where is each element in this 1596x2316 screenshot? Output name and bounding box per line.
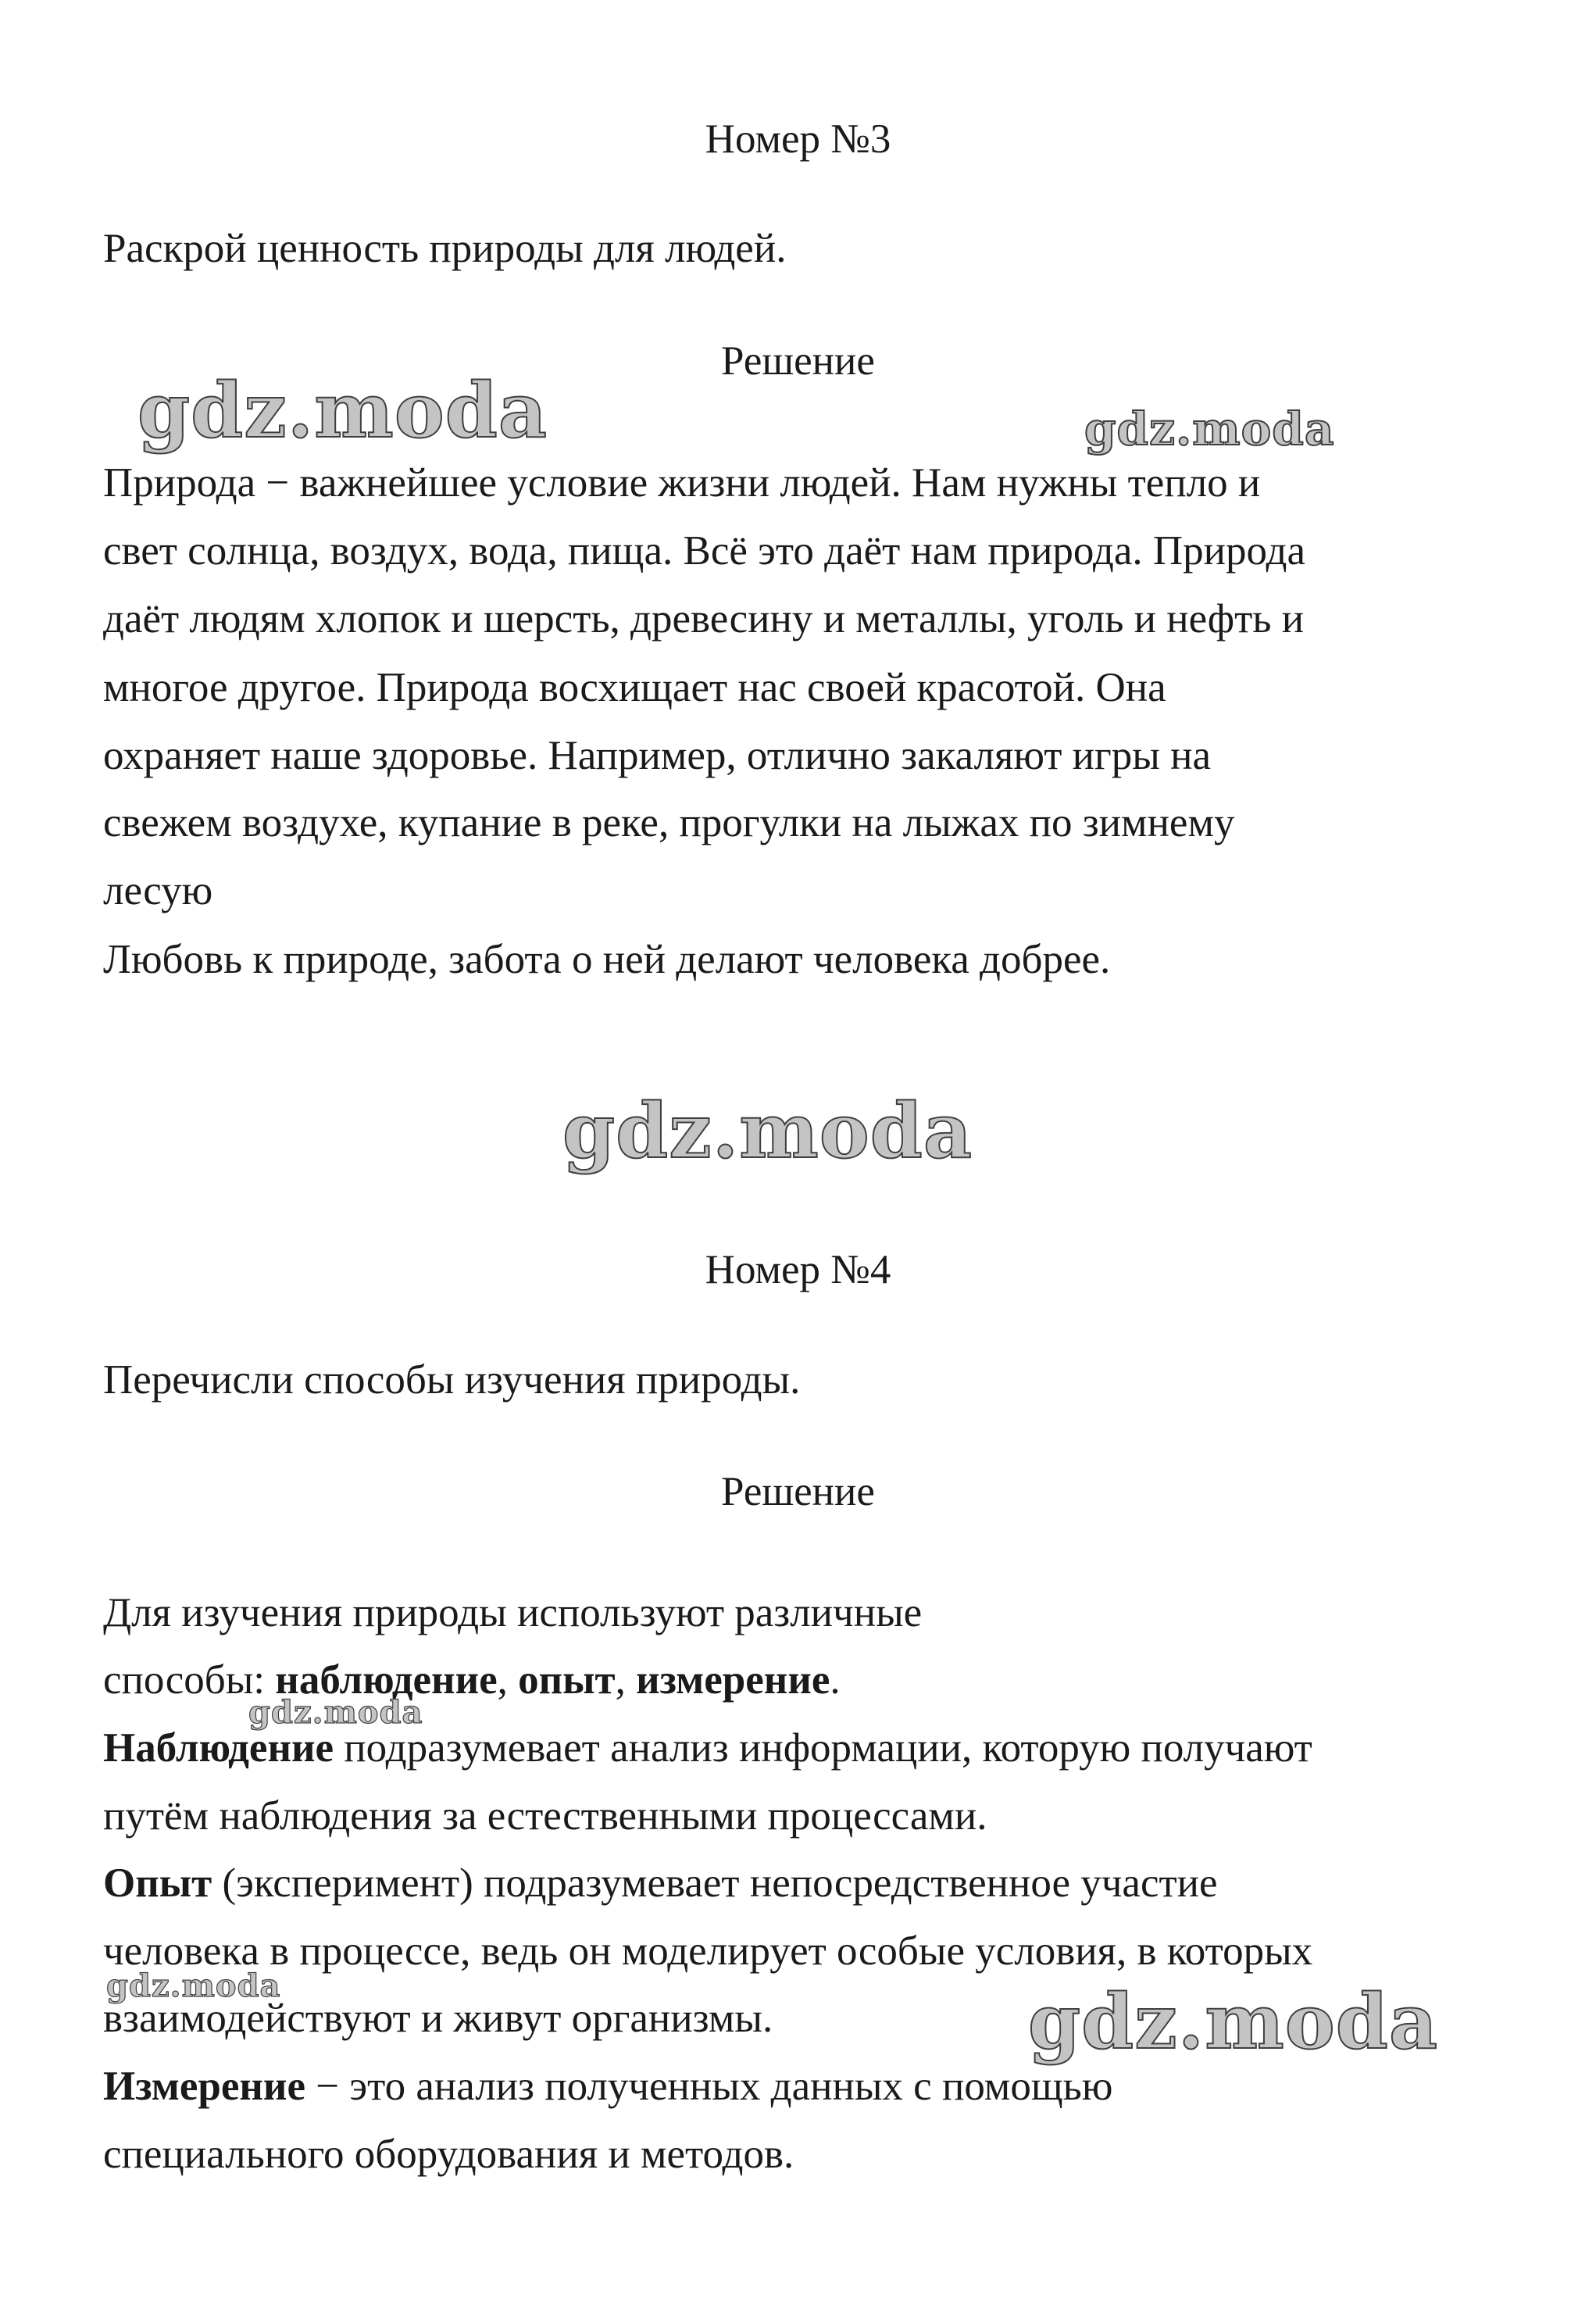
- methods-separator: ,: [497, 1657, 519, 1703]
- task3-answer-line: лесую: [103, 868, 213, 913]
- task4-question: Перечисли способы изучения природы.: [103, 1357, 801, 1403]
- task3-solution-label: Решение: [721, 338, 875, 384]
- watermark-logo: gdz.moda: [137, 366, 548, 455]
- observation-text: подразумевает анализ информации, которую получают: [334, 1725, 1312, 1771]
- measurement-text: − это анализ полученных данных с помощью: [305, 2064, 1113, 2109]
- watermark-logo: gdz.moda: [562, 1087, 973, 1175]
- experiment-definition-cont: взаимодействуют и живут организмы.: [103, 1996, 773, 2041]
- watermark-logo: gdz.moda: [1028, 1978, 1439, 2066]
- observation-definition: [103, 1724, 1509, 1771]
- measurement-definition: [103, 2063, 1509, 2110]
- task3-question: Раскрой ценность природы для людей.: [103, 226, 787, 271]
- experiment-text: (эксперимент) подразумевает непосредственное участие: [212, 1860, 1218, 1906]
- observation-definition-cont: путём наблюдения за естественными процессами.: [103, 1793, 987, 1839]
- task3-answer-line: Любовь к природе, забота о ней делают человека добрее.: [103, 937, 1111, 982]
- methods-prefix: способы:: [103, 1657, 276, 1703]
- task4-solution-label: Решение: [721, 1469, 875, 1514]
- measurement-definition-cont: специального оборудования и методов.: [103, 2132, 794, 2177]
- watermark-logo: gdz.moda: [106, 1968, 281, 2004]
- method-observation: наблюдение: [275, 1657, 498, 1703]
- measurement-term: Измерение: [103, 2064, 305, 2109]
- watermark-logo: gdz.moda: [248, 1694, 423, 1731]
- task3-answer-line: даёт людям хлопок и шерсть, древесину и металлы, уголь и нефть и: [103, 596, 1305, 642]
- experiment-definition-cont: человека в процессе, ведь он моделирует особые условия, в которых: [103, 1928, 1313, 1974]
- observation-term: Наблюдение: [103, 1725, 334, 1771]
- method-measurement: измерение: [636, 1657, 830, 1703]
- task4-intro-line: Для изучения природы используют различные: [103, 1590, 923, 1635]
- task3-answer-line: свежем воздухе, купание в реке, прогулки на лыжах по зимнему: [103, 800, 1235, 845]
- experiment-definition: [103, 1860, 1509, 1907]
- methods-separator: ,: [615, 1657, 637, 1703]
- experiment-term: Опыт: [103, 1860, 212, 1906]
- watermark-logo: gdz.moda: [1084, 402, 1335, 456]
- task3-heading: Номер №3: [705, 116, 891, 162]
- task3-answer-line: охраняет наше здоровье. Например, отлично закаляют игры на: [103, 733, 1212, 778]
- method-experiment: опыт: [518, 1657, 616, 1703]
- task3-answer-line: многое другое. Природа восхищает нас своей красотой. Она: [103, 665, 1166, 710]
- methods-end: .: [830, 1657, 841, 1703]
- task4-heading: Номер №4: [705, 1247, 891, 1292]
- task3-answer-line: Природа − важнейшее условие жизни людей. Нам нужны тепло и: [103, 460, 1261, 506]
- task3-answer-line: свет солнца, воздух, вода, пища. Всё это даёт нам природа. Природа: [103, 528, 1305, 574]
